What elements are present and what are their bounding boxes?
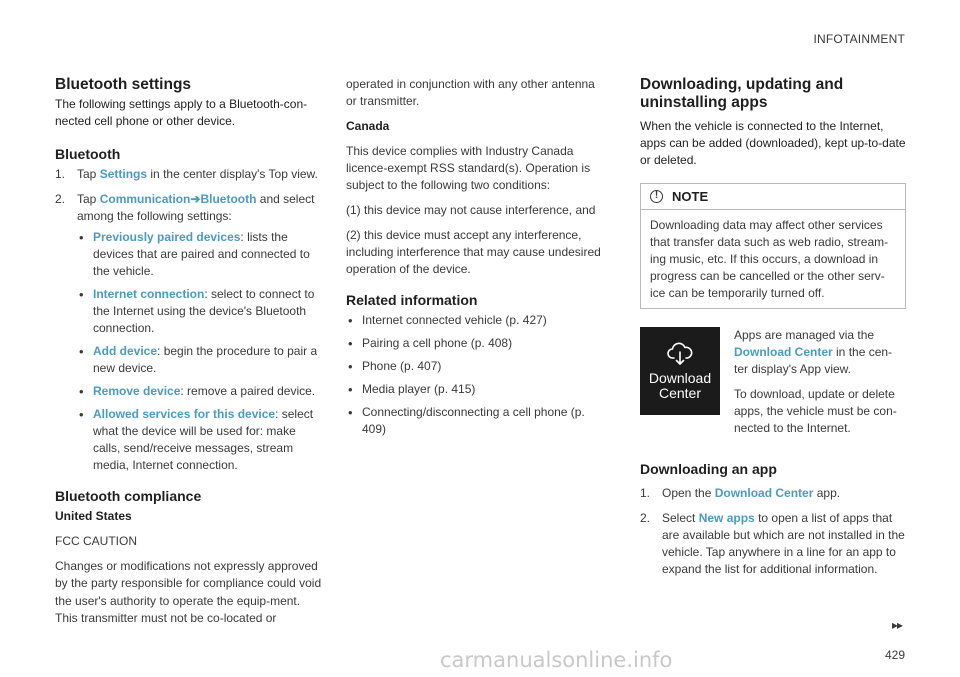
option-label[interactable]: Allowed services for this device bbox=[93, 407, 276, 422]
info-icon: ! bbox=[650, 190, 663, 203]
download-center-info bbox=[640, 327, 906, 445]
cloud-download-icon bbox=[666, 339, 694, 367]
option-desc: : lists the devices that are paired and connected to the vehicle. bbox=[93, 229, 310, 279]
related-link[interactable]: • Media player (p. 415) bbox=[346, 381, 606, 398]
tile-label-line1: Download bbox=[648, 369, 712, 386]
option-allowed-services bbox=[77, 406, 323, 474]
downloading-heading: Downloading an app bbox=[640, 461, 777, 478]
step-text-post: to open a list of apps that are available but which are not installed in the vehicle. Tap anywhere in a line for an app to expand the list for additional information. bbox=[662, 511, 905, 577]
us-heading: United States bbox=[55, 509, 132, 524]
column-downloading-apps bbox=[640, 76, 906, 586]
step-text-post: in the center display's Top view. bbox=[150, 166, 318, 181]
step-1 bbox=[640, 485, 906, 502]
option-internet-connection bbox=[77, 286, 323, 337]
watermark: carmanualsonline.info bbox=[440, 648, 673, 672]
apps-intro: When the vehicle is connected to the Internet, apps can be added (downloaded), kept up-to-date or deleted. bbox=[640, 118, 906, 167]
related-link[interactable]: • Pairing a cell phone (p. 408) bbox=[346, 335, 606, 352]
app-description bbox=[734, 327, 906, 445]
option-desc: : select what the device will be used for: make calls, send/receive messages, stream media, Internet connection. bbox=[93, 407, 314, 473]
step-text-pre: Open the bbox=[662, 486, 712, 501]
next-page-icon: ▸▸ bbox=[891, 618, 902, 632]
step-2 bbox=[640, 510, 906, 578]
option-label[interactable]: Remove device bbox=[93, 384, 181, 399]
option-label[interactable]: Internet connection bbox=[93, 287, 205, 302]
note-header bbox=[641, 184, 905, 210]
caution-text: Changes or modifications not expressly approved by the party responsible for compliance could void the user's authority to operate the equip-ment. This transmitter must not be co-located or bbox=[55, 559, 322, 625]
related-list bbox=[346, 312, 606, 438]
download-center-link[interactable]: Download Center bbox=[714, 486, 814, 501]
managed-pre: Apps are managed via the bbox=[734, 327, 875, 342]
managed-post: in the cen-ter display's App view. bbox=[734, 344, 893, 376]
option-desc: : begin the procedure to pair a new device. bbox=[93, 344, 318, 376]
step-text-post: app. bbox=[816, 486, 841, 501]
managed-text bbox=[734, 327, 906, 378]
step-number: 2. bbox=[55, 191, 66, 206]
note-title: NOTE bbox=[672, 188, 709, 204]
bluetooth-steps bbox=[55, 166, 323, 475]
fcc-caution: FCC CAUTION bbox=[55, 534, 137, 549]
step-text-pre: Select bbox=[662, 511, 696, 526]
option-previously-paired-devices bbox=[77, 229, 323, 280]
settings-link[interactable]: Settings bbox=[99, 166, 148, 181]
step-number: 2. bbox=[640, 511, 651, 526]
column-bluetooth-settings bbox=[55, 76, 323, 635]
option-add-device bbox=[77, 343, 323, 377]
canada-heading: Canada bbox=[346, 119, 390, 134]
section-header: INFOTAINMENT bbox=[813, 32, 905, 46]
continued-text: operated in conjunction with any other antenna or transmitter. bbox=[346, 77, 595, 109]
step-2 bbox=[55, 191, 323, 474]
page-number: 429 bbox=[884, 648, 905, 662]
option-desc: : remove a paired device. bbox=[180, 384, 316, 399]
bluetooth-options-list bbox=[77, 229, 323, 474]
related-link[interactable]: • Connecting/disconnecting a cell phone (p. 409) bbox=[346, 404, 606, 438]
bluetooth-heading: Bluetooth bbox=[55, 145, 121, 162]
option-desc: : select to connect to the Internet using the device's Bluetooth connection. bbox=[93, 287, 315, 336]
note-body: Downloading data may affect other services that transfer data such as web radio, stream-ing music, etc. If this occurs, a download in progress can be cancelled or the other serv-ice can be temporarily turned off. bbox=[650, 217, 889, 300]
column-compliance-continued bbox=[346, 76, 606, 445]
download-center-link[interactable]: Download Center bbox=[734, 344, 833, 359]
step-1 bbox=[55, 166, 323, 183]
step-text-post: and select among the following settings: bbox=[77, 191, 315, 223]
bluetooth-link[interactable]: Bluetooth bbox=[200, 191, 257, 206]
note-box bbox=[640, 183, 906, 309]
communication-link[interactable]: Communication bbox=[99, 191, 191, 206]
related-heading: Related information bbox=[346, 292, 478, 309]
option-label[interactable]: Previously paired devices bbox=[93, 229, 241, 244]
step-text-pre: Tap bbox=[77, 191, 97, 206]
intro-text: The following settings apply to a Bluetooth-con-nected cell phone or other device. bbox=[55, 96, 308, 128]
compliance-heading: Bluetooth compliance bbox=[55, 488, 202, 505]
section-title: Downloading, updating and uninstalling apps bbox=[640, 76, 844, 111]
option-label[interactable]: Add device bbox=[93, 344, 158, 359]
step-number: 1. bbox=[640, 486, 651, 501]
option-remove-device bbox=[77, 383, 323, 400]
condition-2: (2) this device must accept any interference, including interference that may cause undesired operation of the device. bbox=[346, 228, 601, 277]
arrow-right-icon: ➔ bbox=[190, 191, 201, 206]
step-text-pre: Tap bbox=[77, 166, 97, 181]
canada-text: This device complies with Industry Canada licence-exempt RSS standard(s). Operation is subject to the following two conditions: bbox=[346, 144, 591, 193]
update-text: To download, update or delete apps, the vehicle must be con-nected to the Internet. bbox=[734, 386, 897, 436]
tile-label-line2: Center bbox=[658, 385, 702, 402]
related-link[interactable]: • Phone (p. 407) bbox=[346, 358, 606, 375]
new-apps-link[interactable]: New apps bbox=[698, 511, 755, 526]
step-number: 1. bbox=[55, 166, 66, 181]
page-title: Bluetooth settings bbox=[55, 76, 192, 93]
download-center-app-tile bbox=[640, 327, 720, 415]
download-steps bbox=[640, 485, 906, 578]
related-link[interactable]: • Internet connected vehicle (p. 427) bbox=[346, 312, 606, 329]
condition-1: (1) this device may not cause interference, and bbox=[346, 203, 596, 218]
